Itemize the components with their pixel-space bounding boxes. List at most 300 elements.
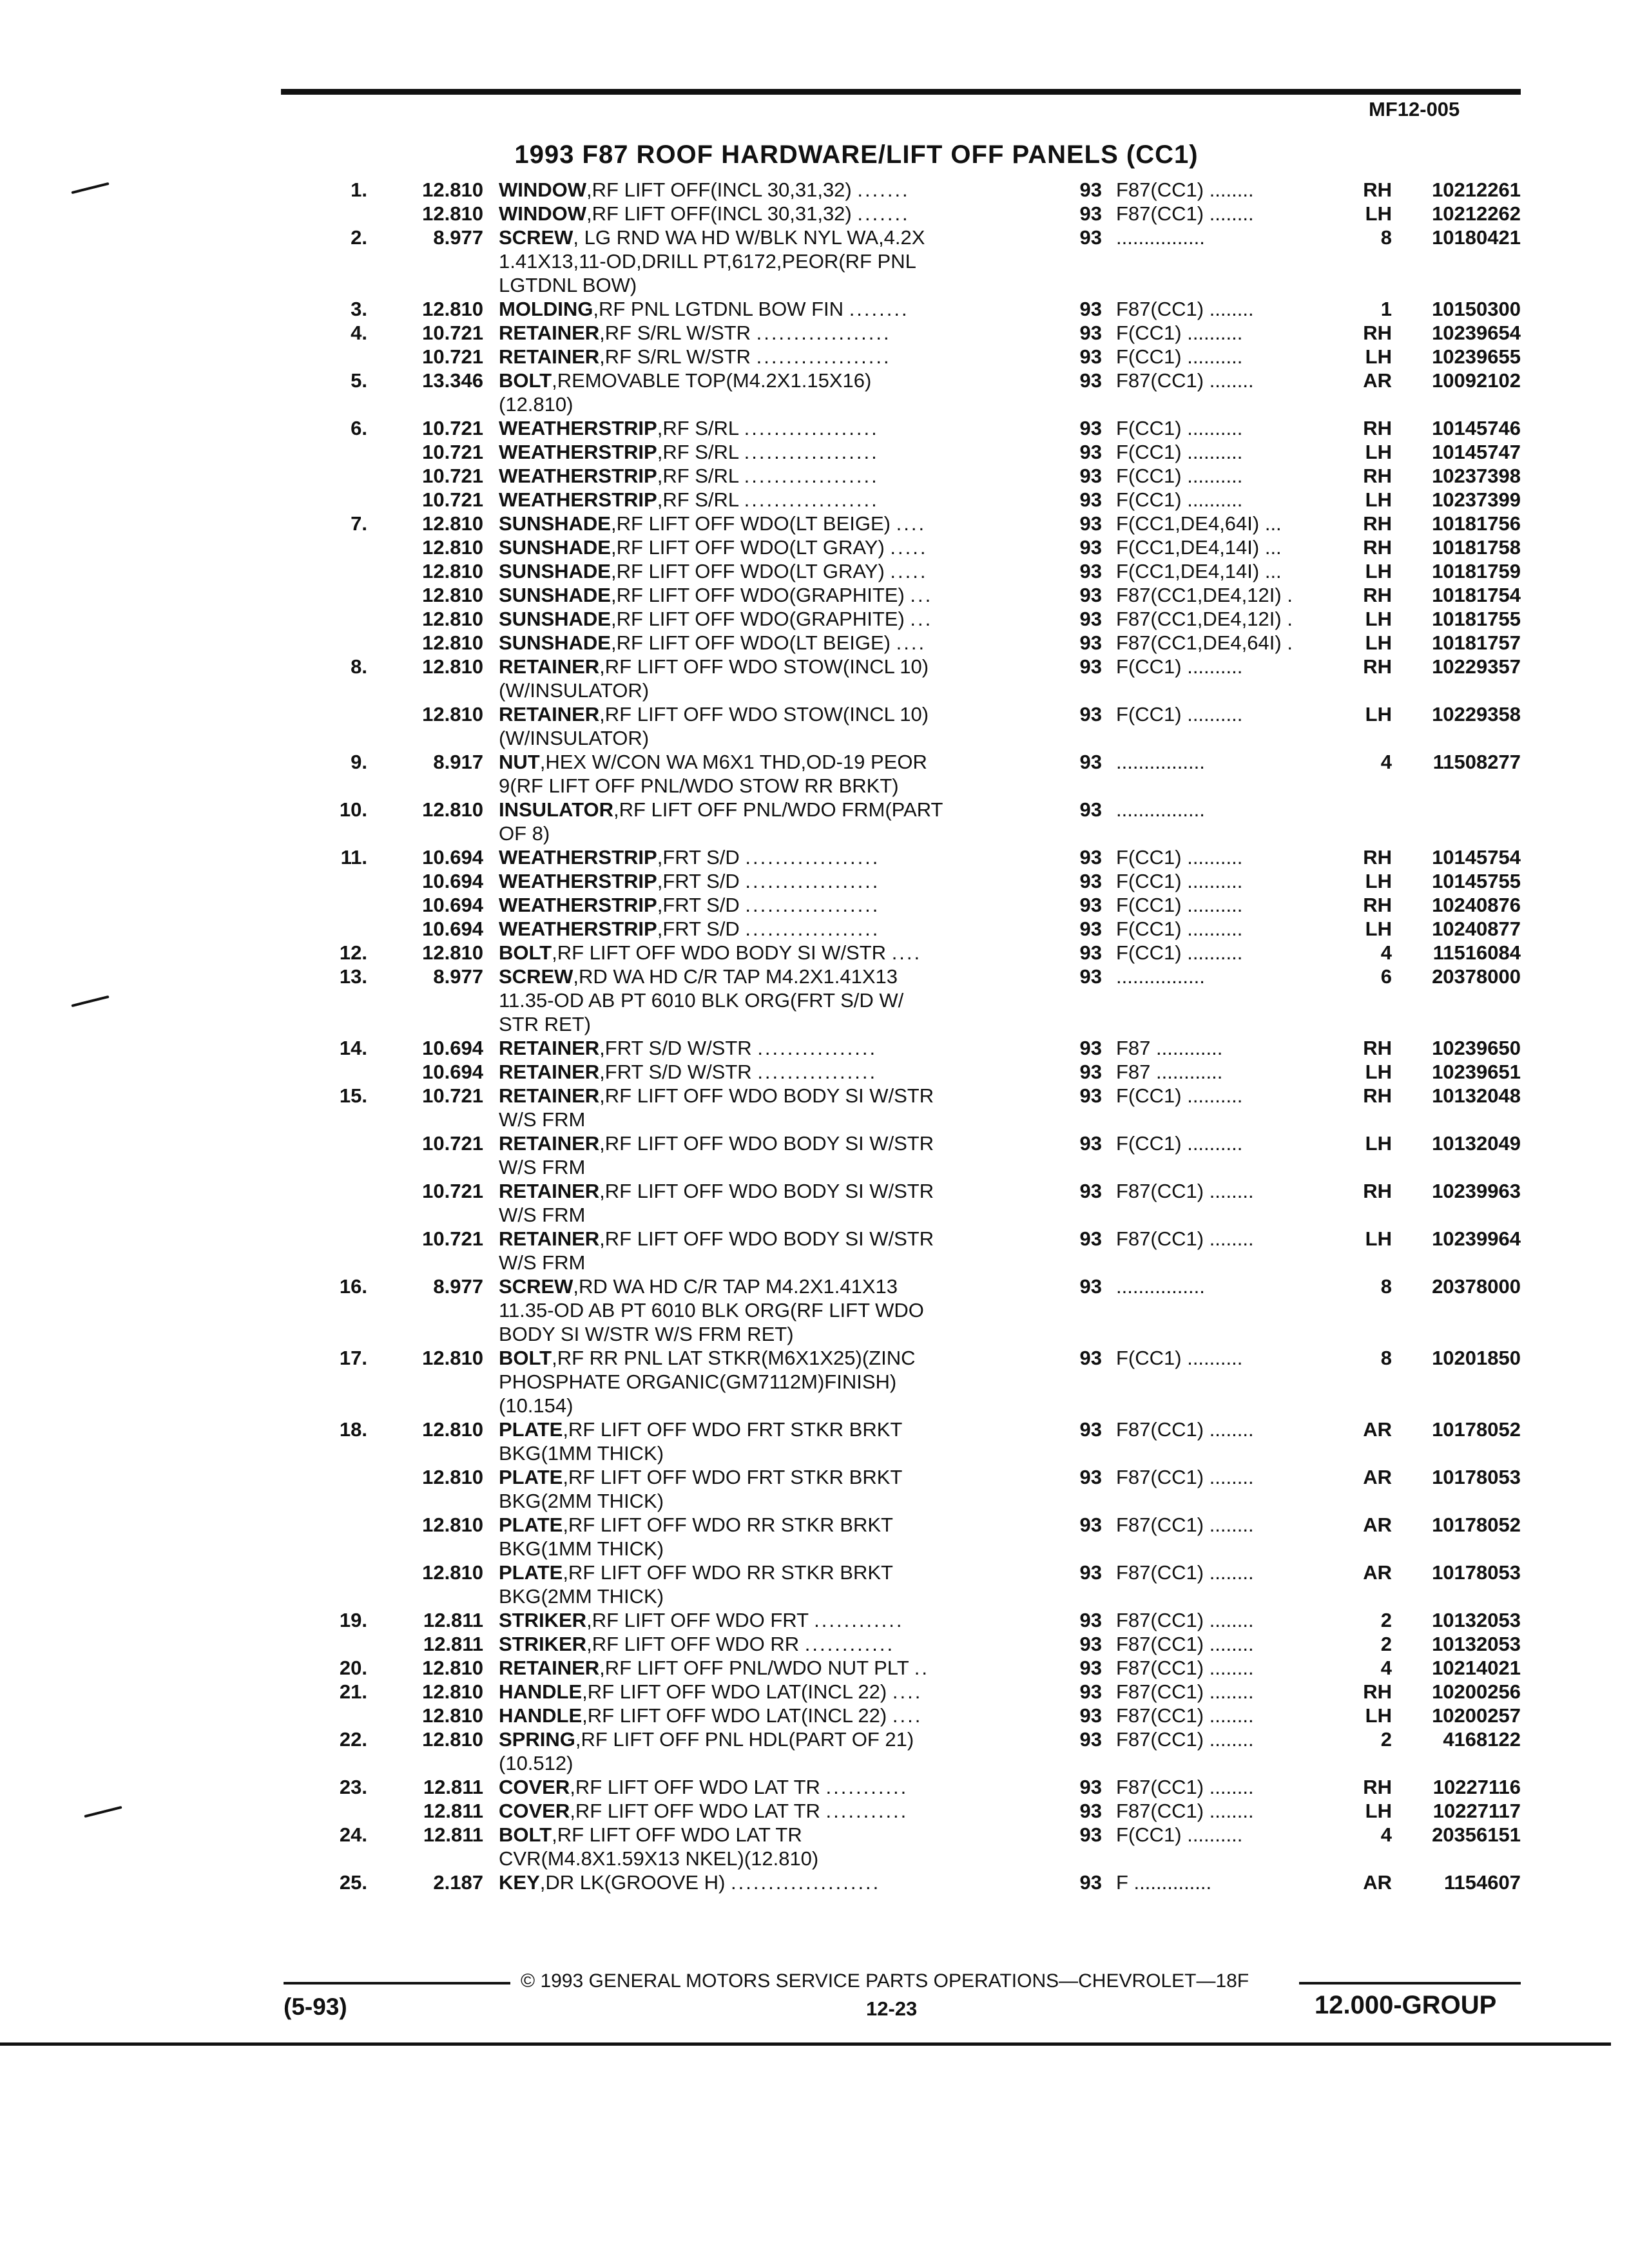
parts-row [0, 249, 1629, 273]
leader-dots: .... [891, 941, 922, 964]
part-detail: ,RF RR PNL LAT STKR(M6X1X25)(ZINC [552, 1347, 916, 1369]
part-name: WEATHERSTRIP [499, 870, 657, 892]
part-name: RETAINER [499, 1132, 600, 1155]
quantity: AR [1363, 1418, 1392, 1441]
part-description [499, 583, 1019, 607]
parts-row [0, 1370, 1629, 1394]
part-description [499, 655, 1019, 678]
quantity: RH [1363, 536, 1392, 559]
part-name: SUNSHADE [499, 608, 611, 630]
part-description [499, 1489, 1019, 1513]
model-year: 93 [1079, 1728, 1102, 1751]
part-description [499, 464, 1019, 488]
application: F87(CC1) ........ [1116, 1633, 1254, 1655]
part-number: 10239650 [1432, 1037, 1521, 1059]
application: ................ [1116, 798, 1205, 821]
parts-row [0, 1418, 1629, 1441]
ref-number: 13. [339, 965, 367, 988]
part-name: RETAINER [499, 345, 600, 368]
part-detail: ,RF LIFT OFF WDO BODY SI W/STR [599, 1180, 934, 1202]
part-description [499, 1418, 1019, 1441]
part-name: BOLT [499, 941, 552, 964]
part-description [499, 392, 1019, 416]
ref-number: 5. [351, 369, 367, 392]
model-year: 93 [1079, 1871, 1102, 1894]
part-name: HANDLE [499, 1680, 583, 1703]
leader-dots: ..... [890, 560, 928, 582]
quantity: RH [1363, 1037, 1392, 1059]
leader-dots: .................... [731, 1871, 881, 1894]
part-detail: W/S FRM [499, 1156, 586, 1178]
group-number: 12.811 [423, 1823, 483, 1846]
parts-row [0, 917, 1629, 941]
parts-row [0, 822, 1629, 845]
ref-number: 7. [351, 512, 367, 535]
parts-row [0, 1298, 1629, 1322]
quantity: LH [1365, 488, 1392, 511]
part-number: 10132049 [1432, 1132, 1521, 1155]
part-detail: (12.810) [499, 393, 574, 416]
ref-number: 19. [339, 1609, 367, 1631]
application: F87(CC1,DE4,12I) . [1116, 608, 1293, 630]
quantity: AR [1363, 1871, 1392, 1894]
group-number: 10.694 [422, 1037, 483, 1059]
part-name: RETAINER [499, 1227, 600, 1250]
model-year: 93 [1079, 1275, 1102, 1298]
part-description [499, 1704, 1019, 1727]
leader-dots: ........... [825, 1776, 909, 1798]
footer-copyright: © 1993 GENERAL MOTORS SERVICE PARTS OPERATIONS—CHEVROLET—18F [521, 1970, 1249, 1992]
leader-dots: .................. [745, 918, 880, 940]
parts-row [0, 1870, 1629, 1894]
parts-row [0, 1346, 1629, 1370]
application: F(CC1) .......... [1116, 322, 1243, 344]
model-year: 93 [1079, 1037, 1102, 1059]
quantity: 4 [1380, 751, 1392, 773]
footer-rule-right [1299, 1982, 1521, 1984]
ref-number: 9. [351, 751, 367, 773]
group-number: 10.721 [422, 322, 483, 344]
part-description [499, 607, 1019, 631]
group-number: 12.810 [422, 1514, 483, 1536]
quantity: RH [1363, 584, 1392, 606]
part-detail: ,RF S/RL W/STR [599, 322, 751, 344]
model-year: 93 [1079, 369, 1102, 392]
leader-dots: .................. [744, 417, 879, 439]
model-year: 93 [1079, 298, 1102, 320]
part-name: STRIKER [499, 1633, 587, 1655]
part-description [499, 965, 1019, 988]
part-detail: ,RF LIFT OFF WDO BODY SI W/STR [552, 941, 887, 964]
group-number: 10.721 [422, 1227, 483, 1250]
parts-row [0, 1251, 1629, 1274]
group-number: 10.694 [422, 918, 483, 940]
parts-row [0, 1203, 1629, 1227]
part-description [499, 1727, 1019, 1751]
quantity: 8 [1380, 1347, 1392, 1369]
part-description [499, 631, 1019, 655]
part-number: 10237399 [1432, 488, 1521, 511]
quantity: RH [1363, 465, 1392, 487]
part-description [499, 1823, 1019, 1847]
group-number: 8.977 [433, 1275, 483, 1298]
part-detail: W/S FRM [499, 1108, 586, 1131]
part-detail: ,HEX W/CON WA M6X1 THD,OD-19 PEOR [539, 751, 927, 773]
ref-number: 14. [339, 1037, 367, 1059]
part-detail: 9(RF LIFT OFF PNL/WDO STOW RR BRKT) [499, 774, 899, 797]
application: F87(CC1) ........ [1116, 1180, 1254, 1202]
part-name: SUNSHADE [499, 631, 611, 654]
parts-row [0, 1131, 1629, 1155]
part-detail: ,RF LIFT OFF WDO LAT TR [552, 1823, 802, 1846]
parts-row [0, 1179, 1629, 1203]
part-name: RETAINER [499, 1180, 600, 1202]
part-detail: ,RF LIFT OFF WDO LAT(INCL 22) [582, 1680, 887, 1703]
group-number: 12.810 [422, 1418, 483, 1441]
part-description [499, 1656, 1019, 1680]
quantity: RH [1363, 1180, 1392, 1202]
part-description [499, 226, 1019, 249]
model-year: 93 [1079, 1704, 1102, 1727]
part-number: 10240876 [1432, 894, 1521, 916]
parts-row [0, 1108, 1629, 1131]
parts-row [0, 1227, 1629, 1251]
parts-row [0, 1799, 1629, 1823]
part-detail: ,FRT S/D W/STR [599, 1061, 752, 1083]
part-name: RETAINER [499, 655, 600, 678]
group-number: 10.721 [422, 1132, 483, 1155]
part-description [499, 1632, 1019, 1656]
model-year: 93 [1079, 918, 1102, 940]
part-name: INSULATOR [499, 798, 613, 821]
part-description [499, 1870, 1019, 1894]
parts-row [0, 774, 1629, 798]
part-number: 4168122 [1443, 1728, 1521, 1751]
part-description [499, 1155, 1019, 1179]
part-number: 10212262 [1432, 202, 1521, 225]
application: F87(CC1,DE4,64I) . [1116, 631, 1293, 654]
group-number: 12.810 [422, 631, 483, 654]
part-description [499, 488, 1019, 512]
application: F(CC1) .......... [1116, 894, 1243, 916]
part-number: 10145755 [1432, 870, 1521, 892]
group-number: 12.810 [422, 298, 483, 320]
quantity: LH [1365, 631, 1392, 654]
parts-row [0, 512, 1629, 535]
part-name: WEATHERSTRIP [499, 918, 657, 940]
part-description [499, 1298, 1019, 1322]
bottom-rule [0, 2042, 1611, 2046]
part-number: 10200256 [1432, 1680, 1521, 1703]
quantity: LH [1365, 870, 1392, 892]
part-description [499, 535, 1019, 559]
model-year: 93 [1079, 417, 1102, 439]
model-year: 93 [1079, 1347, 1102, 1369]
model-year: 93 [1079, 465, 1102, 487]
part-name: WINDOW [499, 202, 587, 225]
ref-number: 24. [339, 1823, 367, 1846]
quantity: LH [1365, 345, 1392, 368]
quantity: LH [1365, 608, 1392, 630]
model-year: 93 [1079, 870, 1102, 892]
part-name: SCREW [499, 965, 574, 988]
part-description [499, 1513, 1019, 1537]
application: F87(CC1) ........ [1116, 1728, 1254, 1751]
part-description [499, 1370, 1019, 1394]
leader-dots: .... [896, 631, 927, 654]
part-number: 10227116 [1432, 1776, 1521, 1798]
quantity: RH [1363, 846, 1392, 869]
part-detail: W/S FRM [499, 1251, 586, 1274]
part-detail: BKG(1MM THICK) [499, 1442, 664, 1465]
parts-row [0, 1537, 1629, 1561]
application: F(CC1) .......... [1116, 918, 1243, 940]
parts-row [0, 559, 1629, 583]
application: F87(CC1) ........ [1116, 1466, 1254, 1488]
application: F87(CC1) ........ [1116, 1609, 1254, 1631]
parts-row [0, 941, 1629, 965]
part-detail: ,RF LIFT OFF WDO(GRAPHITE) [610, 608, 905, 630]
group-number: 10.721 [422, 488, 483, 511]
part-description [499, 1251, 1019, 1274]
group-number: 10.721 [422, 441, 483, 463]
part-description [499, 273, 1019, 297]
group-number: 10.721 [422, 417, 483, 439]
part-number: 10181758 [1432, 536, 1521, 559]
part-detail: (10.154) [499, 1394, 574, 1417]
application: F87(CC1) ........ [1116, 1561, 1254, 1584]
application: ................ [1116, 751, 1205, 773]
parts-row [0, 1775, 1629, 1799]
application: F87(CC1) ........ [1116, 1418, 1254, 1441]
group-number: 12.811 [423, 1609, 483, 1631]
quantity: LH [1365, 202, 1392, 225]
model-year: 93 [1079, 536, 1102, 559]
model-year: 93 [1079, 345, 1102, 368]
quantity: RH [1363, 178, 1392, 201]
parts-row [0, 1632, 1629, 1656]
part-number: 20378000 [1432, 1275, 1521, 1298]
group-number: 8.917 [433, 751, 483, 773]
part-number: 10145746 [1432, 417, 1521, 439]
group-number: 10.721 [422, 345, 483, 368]
part-description [499, 941, 1019, 965]
part-detail: 11.35-OD AB PT 6010 BLK ORG(FRT S/D W/ [499, 989, 904, 1012]
quantity: AR [1363, 369, 1392, 392]
quantity: RH [1363, 894, 1392, 916]
leader-dots: .. [914, 1657, 929, 1679]
part-description [499, 1751, 1019, 1775]
part-name: WINDOW [499, 178, 587, 201]
group-number: 10.721 [422, 1084, 483, 1107]
quantity: RH [1363, 417, 1392, 439]
parts-row [0, 345, 1629, 369]
quantity: RH [1363, 1084, 1392, 1107]
quantity: 2 [1380, 1633, 1392, 1655]
part-detail: OF 8) [499, 822, 550, 845]
application: F(CC1) .......... [1116, 655, 1243, 678]
application: ................ [1116, 1275, 1205, 1298]
part-description [499, 917, 1019, 941]
group-number: 13.346 [422, 369, 483, 392]
part-number: 10180421 [1432, 226, 1521, 249]
part-detail: (W/INSULATOR) [499, 727, 650, 749]
model-year: 93 [1079, 1657, 1102, 1679]
group-number: 12.810 [422, 1657, 483, 1679]
ref-number: 8. [351, 655, 367, 678]
part-number: 10239651 [1432, 1061, 1521, 1083]
part-name: SCREW [499, 1275, 574, 1298]
leader-dots: ....... [857, 202, 910, 225]
group-number: 12.811 [423, 1633, 483, 1655]
leader-dots: .................. [745, 870, 880, 892]
ref-number: 22. [339, 1728, 367, 1751]
application: ................ [1116, 226, 1205, 249]
part-name: WEATHERSTRIP [499, 441, 657, 463]
quantity: 4 [1380, 1657, 1392, 1679]
parts-row [0, 440, 1629, 464]
part-name: SUNSHADE [499, 584, 611, 606]
part-name: PLATE [499, 1561, 563, 1584]
part-detail: ,RF S/RL [657, 465, 739, 487]
leader-dots: ................ [757, 1061, 878, 1083]
parts-row [0, 893, 1629, 917]
part-description [499, 1346, 1019, 1370]
group-number: 12.810 [422, 178, 483, 201]
part-detail: , LG RND WA HD W/BLK NYL WA,4.2X [573, 226, 925, 249]
parts-row [0, 869, 1629, 893]
application: F87(CC1) ........ [1116, 1657, 1254, 1679]
part-name: WEATHERSTRIP [499, 894, 657, 916]
application: F87(CC1) ........ [1116, 178, 1254, 201]
leader-dots: ........ [849, 298, 909, 320]
part-number: 10201850 [1432, 1347, 1521, 1369]
application: F87(CC1) ........ [1116, 1776, 1254, 1798]
model-year: 93 [1079, 560, 1102, 582]
model-year: 93 [1079, 202, 1102, 225]
parts-row [0, 965, 1629, 988]
footer-group: 12.000-GROUP [1315, 1991, 1497, 2019]
leader-dots: .................. [745, 894, 880, 916]
parts-row [0, 1274, 1629, 1298]
application: F .............. [1116, 1871, 1212, 1894]
part-number: 10181755 [1432, 608, 1521, 630]
part-detail: ,RF LIFT OFF WDO(LT BEIGE) [610, 631, 891, 654]
parts-row [0, 488, 1629, 512]
part-number: 10239655 [1432, 345, 1521, 368]
part-detail: LGTDNL BOW) [499, 274, 637, 296]
application: F(CC1) .......... [1116, 441, 1243, 463]
part-description [499, 1274, 1019, 1298]
leader-dots: .................. [744, 441, 879, 463]
part-detail: ,RF LIFT OFF(INCL 30,31,32) [586, 178, 852, 201]
part-number: 10178053 [1432, 1466, 1521, 1488]
part-description [499, 893, 1019, 917]
ref-number: 20. [339, 1657, 367, 1679]
application: F87(CC1) ........ [1116, 202, 1254, 225]
model-year: 93 [1079, 751, 1102, 773]
part-number: 11508277 [1432, 751, 1521, 773]
model-year: 93 [1079, 1466, 1102, 1488]
ref-number: 11. [340, 846, 367, 869]
part-number: 10181754 [1432, 584, 1521, 606]
part-name: PLATE [499, 1418, 563, 1441]
part-number: 10178053 [1432, 1561, 1521, 1584]
part-description [499, 845, 1019, 869]
part-name: WEATHERSTRIP [499, 417, 657, 439]
part-name: WEATHERSTRIP [499, 846, 657, 869]
parts-row [0, 202, 1629, 226]
leader-dots: .................. [744, 465, 879, 487]
leader-dots: ....... [857, 178, 910, 201]
application: F87(CC1) ........ [1116, 1227, 1254, 1250]
parts-row [0, 1704, 1629, 1727]
part-name: RETAINER [499, 703, 600, 726]
part-description [499, 178, 1019, 202]
quantity: 1 [1380, 298, 1392, 320]
part-detail: ,RF LIFT OFF WDO STOW(INCL 10) [599, 655, 929, 678]
part-detail: ,RF LIFT OFF WDO(LT GRAY) [610, 560, 885, 582]
parts-row [0, 631, 1629, 655]
part-detail: ,RF LIFT OFF WDO BODY SI W/STR [599, 1132, 934, 1155]
parts-row [0, 1727, 1629, 1751]
part-detail: ,RF LIFT OFF PNL HDL(PART OF 21) [575, 1728, 914, 1751]
part-detail: ,REMOVABLE TOP(M4.2X1.15X16) [552, 369, 872, 392]
parts-row [0, 1489, 1629, 1513]
model-year: 93 [1079, 1061, 1102, 1083]
leader-dots: .... [892, 1680, 923, 1703]
leader-dots: ........... [825, 1800, 909, 1822]
group-number: 12.810 [422, 941, 483, 964]
part-detail: ,DR LK(GROOVE H) [539, 1871, 726, 1894]
part-name: STRIKER [499, 1609, 587, 1631]
group-number: 12.810 [422, 798, 483, 821]
part-number: 10132048 [1432, 1084, 1521, 1107]
part-detail: 11.35-OD AB PT 6010 BLK ORG(RF LIFT WDO [499, 1299, 924, 1321]
part-detail: ,FRT S/D [657, 870, 740, 892]
parts-row [0, 1394, 1629, 1418]
part-description [499, 1775, 1019, 1799]
part-number: 10181756 [1432, 512, 1521, 535]
model-year: 93 [1079, 226, 1102, 249]
application: F87(CC1) ........ [1116, 369, 1254, 392]
group-number: 12.811 [423, 1800, 483, 1822]
part-name: BOLT [499, 1823, 552, 1846]
leader-dots: .................. [744, 488, 879, 511]
part-number: 10132053 [1432, 1609, 1521, 1631]
parts-row [0, 1823, 1629, 1847]
ref-number: 2. [351, 226, 367, 249]
part-description [499, 702, 1019, 726]
parts-row [0, 1656, 1629, 1680]
part-number: 20378000 [1432, 965, 1521, 988]
quantity: RH [1363, 322, 1392, 344]
part-description [499, 798, 1019, 822]
part-name: WEATHERSTRIP [499, 488, 657, 511]
model-year: 93 [1079, 1514, 1102, 1536]
quantity: LH [1365, 918, 1392, 940]
part-description [499, 1084, 1019, 1108]
part-detail: CVR(M4.8X1.59X13 NKEL)(12.810) [499, 1847, 819, 1870]
application: F(CC1) .......... [1116, 417, 1243, 439]
parts-row [0, 1584, 1629, 1608]
model-year: 93 [1079, 1800, 1102, 1822]
model-year: 93 [1079, 941, 1102, 964]
part-detail: BODY SI W/STR W/S FRM RET) [499, 1323, 794, 1345]
quantity: RH [1363, 655, 1392, 678]
quantity: AR [1363, 1466, 1392, 1488]
parts-row [0, 1060, 1629, 1084]
